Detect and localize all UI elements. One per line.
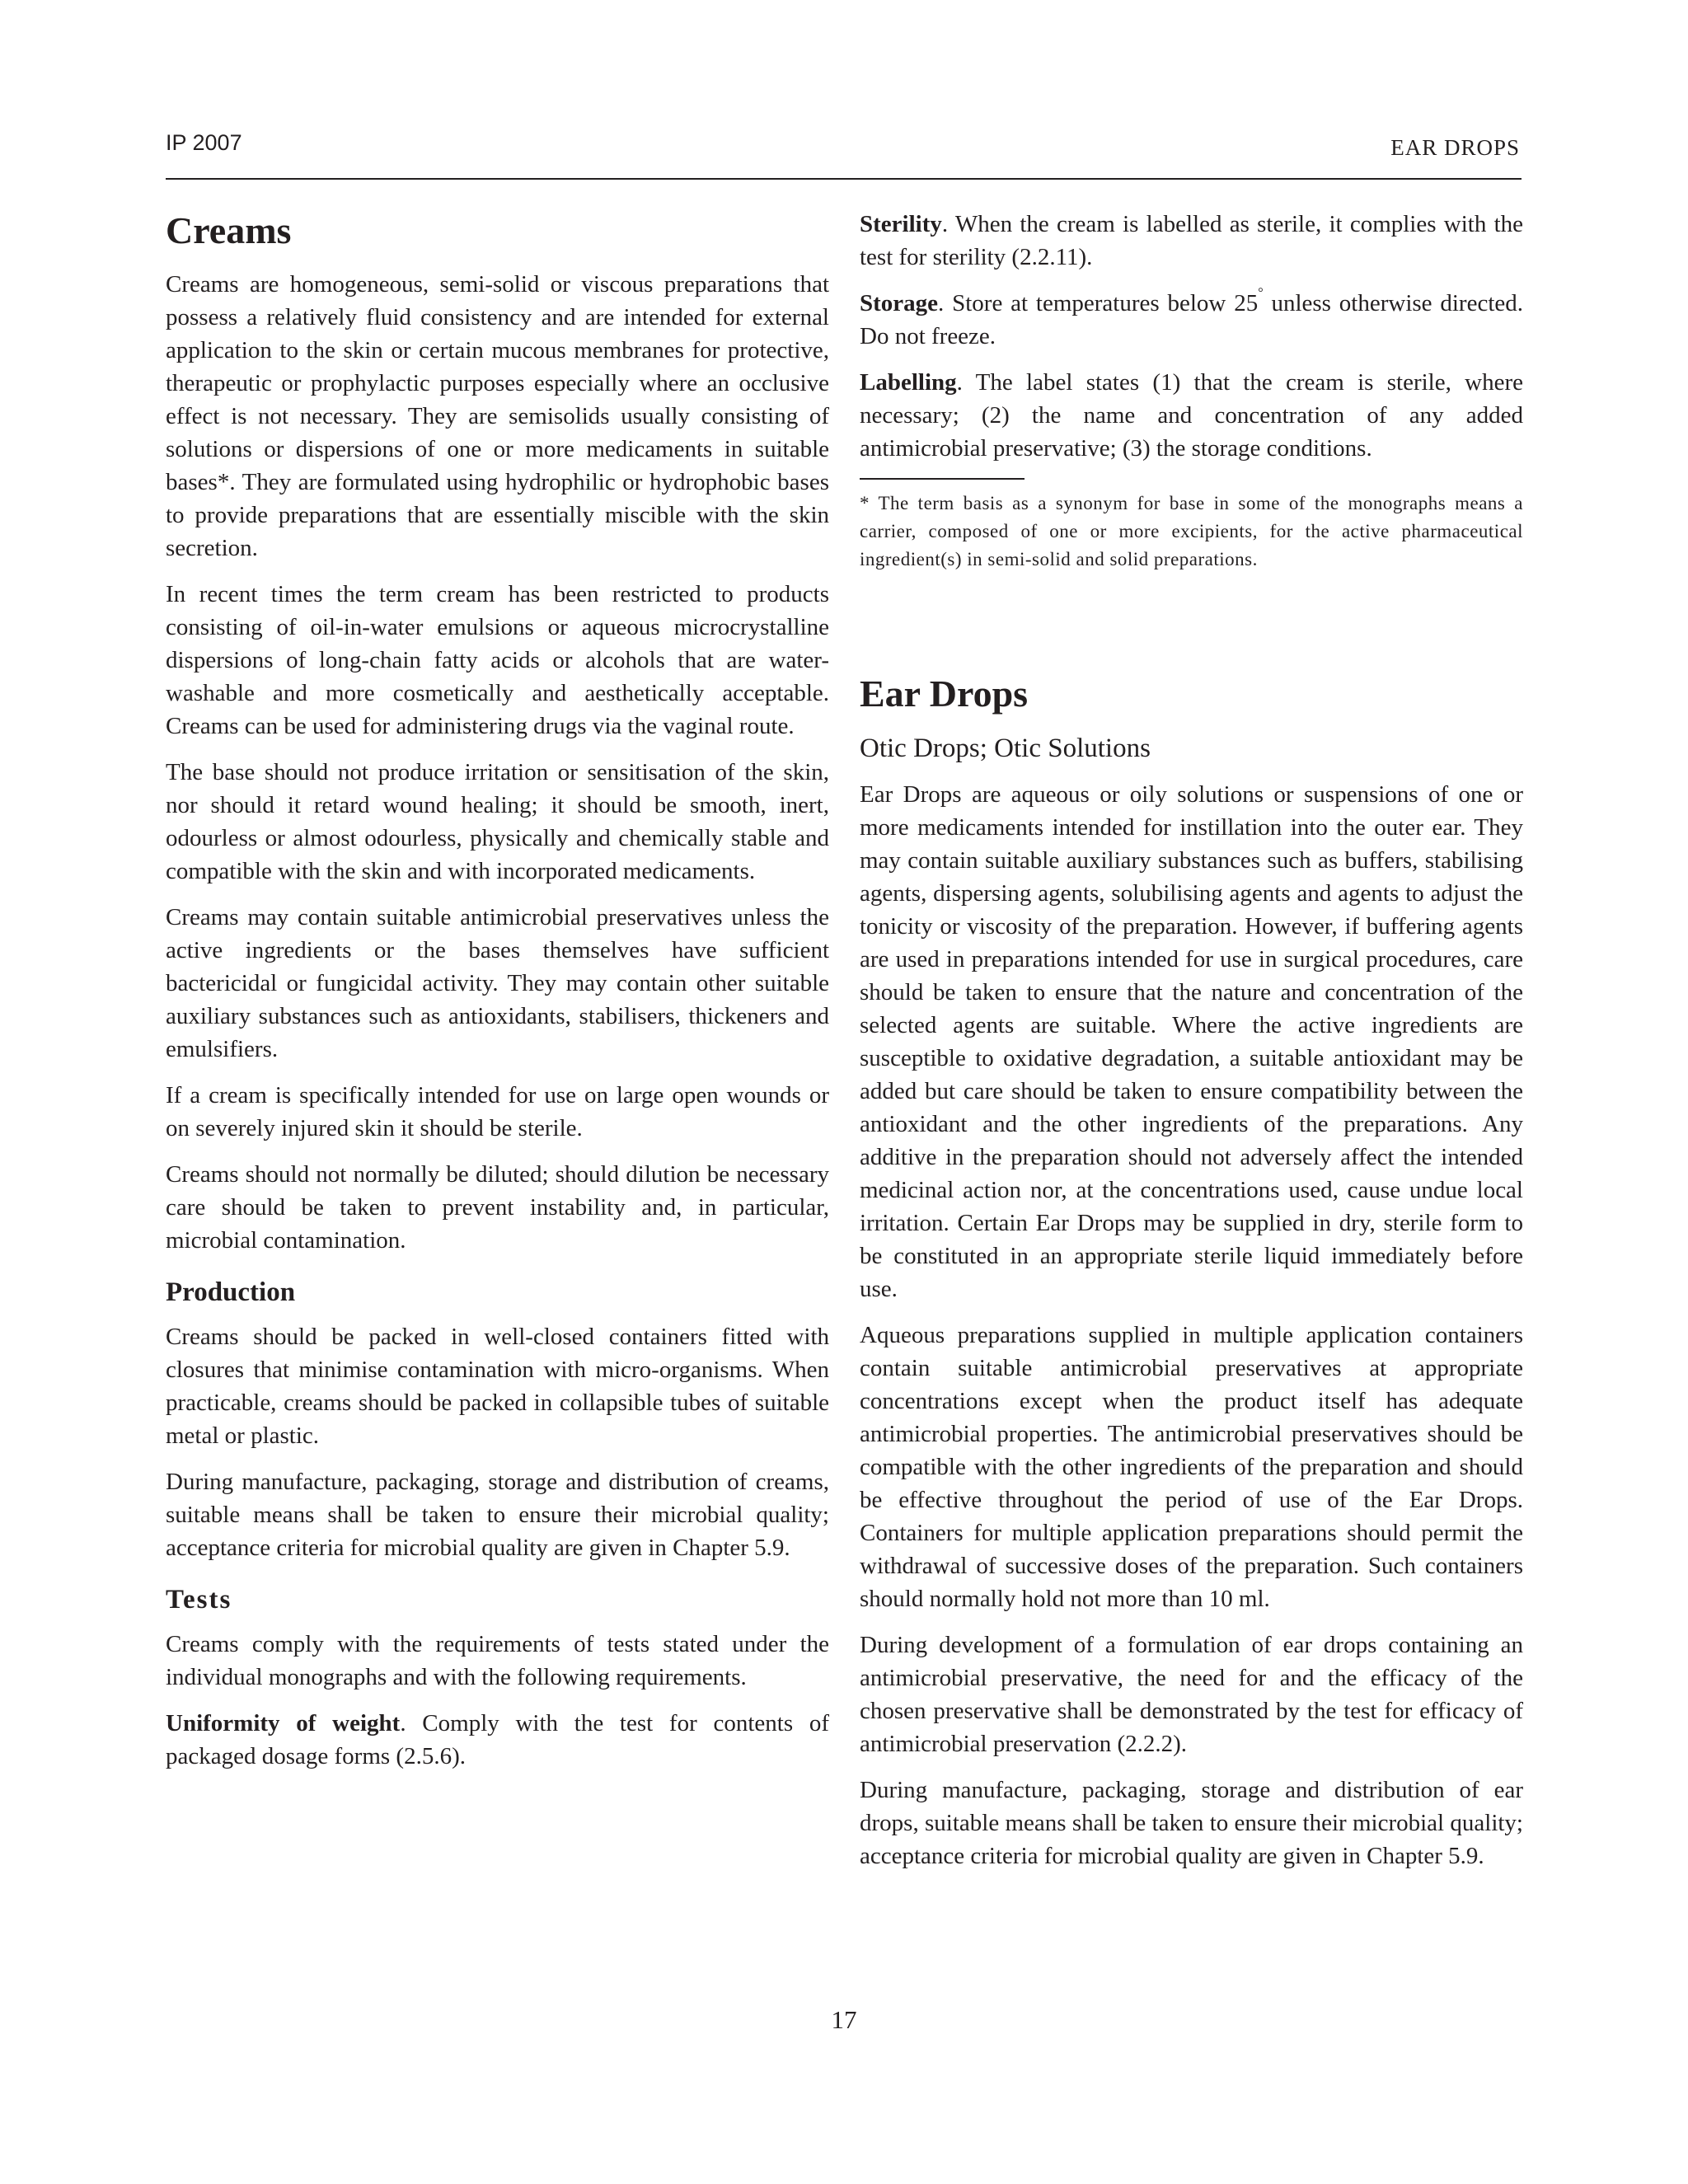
- labelling-text: . The label states (1) that the cream is sterile, where necessary; (2) the name and concentration of any added antimicrobial preservative; (3) the storage conditions.: [860, 369, 1523, 462]
- creams-paragraph-1: Creams are homogeneous, semi-solid or viscous preparations that possess a relatively fluid consistency and are intended for external application to the skin or certain mucous membranes for protective, therapeutic or prophylactic purposes especially where an occlusive effect is not necessary. They are semisolids usually consisting of solutions or dispersions of one or more medicaments in suitable bases*. They are formulated using hydrophilic or hydrophobic bases to provide preparations that are essentially miscible with the skin secretion.: [166, 271, 829, 562]
- footnote: * The term basis as a synonym for base in some of the monographs means a carrier, composed of one or more excipients, for the active pharmaceutical ingredient(s) in semi-solid and solid preparations.: [860, 493, 1523, 569]
- running-header-left: IP 2007: [166, 130, 242, 155]
- ear-drops-paragraph-2: Aqueous preparations supplied in multiple application containers contain suitable antimicrobial preservatives at appropriate concentrations except when the product itself has adequate antimicrobial properties. The antimicrobial preservatives should be compatible with the other ingredients of the preparation and should be effective throughout the period of use of the Ear Drops. Containers for multiple application preparations should permit the withdrawal of successive doses of the preparation. Such containers should normally hold not more than 10 ml.: [860, 1322, 1523, 1613]
- labelling: [860, 366, 1523, 465]
- ear-drops-subtitle: Otic Drops; Otic Solutions: [860, 733, 1151, 764]
- ear-drops-paragraph-1: Ear Drops are aqueous or oily solutions or suspensions of one or more medicaments intended for instillation into the outer ear. They may contain suitable auxiliary substances such as buffers, stabilising agents, dispersing agents, solubilising agents and agents to adjust the tonicity or viscosity of the preparation. However, if buffering agents are used in preparations intended for use in surgical procedures, care should be taken to ensure that the nature and concentration of the selected agents are suitable. Where the active ingredients are susceptible to oxidative degradation, a suitable antioxidant may be added but care should be taken to ensure compatibility between the antioxidant and the other ingredients of the preparations. Any additive in the preparation should not adversely affect the intended medicinal action nor, at the concentrations used, cause undue local irritation. Certain Ear Drops may be supplied in dry, sterile form to be constituted in an appropriate sterile liquid immediately before use.: [860, 781, 1523, 1303]
- production-heading: Production: [166, 1277, 296, 1308]
- uniformity-text: . Comply with the test for contents of packaged dosage forms (2.5.6).: [166, 1709, 829, 1769]
- tests-heading: Tests: [166, 1585, 232, 1615]
- storage: [860, 287, 1523, 353]
- left-column: [166, 208, 829, 1786]
- ear-drops-paragraph-4: During manufacture, packaging, storage and distribution of ear drops, suitable means shall be taken to ensure their microbial quality; acceptance criteria for microbial quality are given in Chapter 5.9.: [860, 1777, 1523, 1870]
- right-column: [860, 208, 1523, 1886]
- creams-paragraph-6: Creams should not normally be diluted; should dilution be necessary care should be taken to prevent instability and, in particular, microbial contamination.: [166, 1161, 829, 1254]
- sterility-text: . When the cream is labelled as sterile, it complies with the test for sterility (2.2.11).: [860, 211, 1523, 270]
- creams-title: Creams: [166, 209, 292, 251]
- production-paragraph-1: Creams should be packed in well-closed containers fitted with closures that minimise contamination with micro-organisms. When practicable, creams should be packed in collapsible tubes of suitable metal or plastic.: [166, 1324, 829, 1450]
- creams-paragraph-3: The base should not produce irritation or sensitisation of the skin, nor should it retard wound healing; it should be smooth, inert, odourless or almost odourless, physically and chemically stable and compatible with the skin and with incorporated medicaments.: [166, 759, 829, 885]
- production-paragraph-2: During manufacture, packaging, storage and distribution of creams, suitable means shall be taken to ensure their microbial quality; acceptance criteria for microbial quality are given in Chapter 5.9.: [166, 1469, 829, 1562]
- creams-paragraph-5: If a cream is specifically intended for use on large open wounds or on severely injured skin it should be sterile.: [166, 1082, 829, 1142]
- storage-text-after: unless otherwise directed. Do not freeze.: [860, 290, 1523, 349]
- header-divider: [166, 178, 1522, 180]
- ear-drops-title: Ear Drops: [860, 673, 1029, 715]
- tests-intro: Creams comply with the requirements of tests stated under the individual monographs and with the following requirements.: [166, 1630, 829, 1690]
- page-number: 17: [831, 2005, 857, 2034]
- creams-paragraph-2: In recent times the term cream has been restricted to products consisting of oil-in-water emulsions or aqueous microcrystalline dispersions of long-chain fatty acids or alcohols that are water-washable and more cosmetically and aesthetically acceptable. Creams can be used for administering drugs via the vaginal route.: [166, 581, 829, 740]
- uniformity-label: Uniformity of weight: [166, 1709, 401, 1736]
- storage-text-before: . Store at temperatures below 25: [938, 290, 1259, 316]
- footnote-divider: [860, 478, 1025, 480]
- degree-symbol: °: [1258, 286, 1264, 300]
- running-header-right: EAR DROPS: [1390, 135, 1520, 160]
- sterility: [860, 208, 1523, 274]
- labelling-label: Labelling: [860, 369, 957, 396]
- creams-paragraph-4: Creams may contain suitable antimicrobial preservatives unless the active ingredients or the bases themselves have sufficient bactericidal or fungicidal activity. They may contain other suitable auxiliary substances such as antioxidants, stabilisers, thickeners and emulsifiers.: [166, 904, 829, 1063]
- uniformity-of-weight: [166, 1707, 829, 1773]
- ear-drops-paragraph-3: During development of a formulation of ear drops containing an antimicrobial preservative, the need for and the efficacy of the chosen preservative shall be demonstrated by the test for efficacy of antimicrobial preservation (2.2.2).: [860, 1632, 1523, 1758]
- sterility-label: Sterility: [860, 211, 942, 237]
- storage-label: Storage: [860, 290, 939, 316]
